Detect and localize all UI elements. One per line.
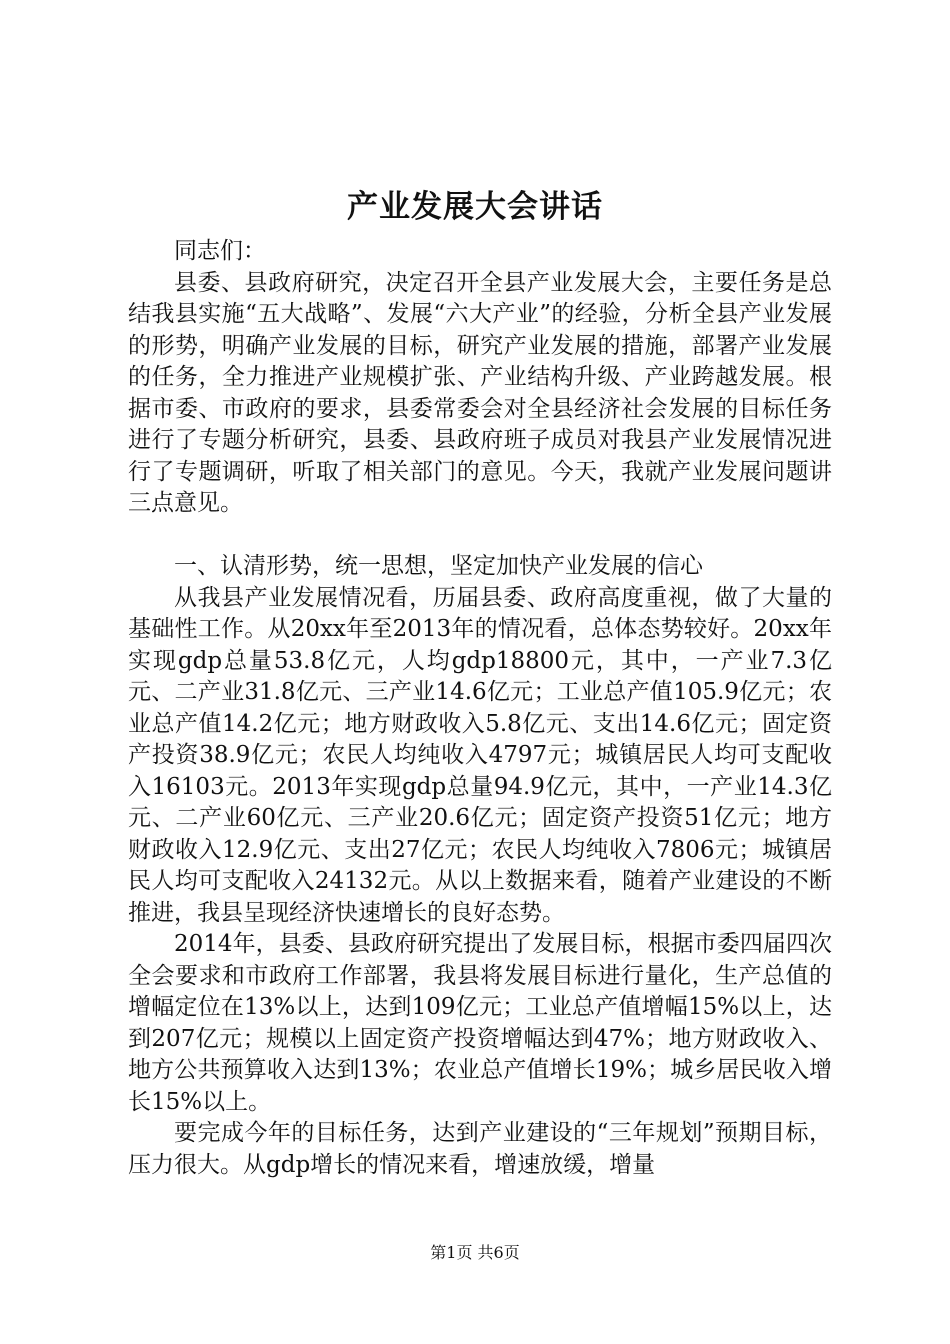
document-body [128,236,832,1181]
page-footer: 第1页 共6页 [430,1243,520,1262]
greeting: 同志们： [174,238,266,264]
section-heading-1: 一、认清形势，统一思想，坚定加快产业发展的信心 [174,553,703,579]
paragraph-targets: 2014年，县委、县政府研究提出了发展目标，根据市委四届四次全会要求和市政府工作部署，我县将发展目标进行量化，生产总值的增幅定位在13%以上，达到109亿元；工业总产值增幅15%以上，达到207亿元；规模以上固定资产投资增幅达到47%；地方财政收入、地方公共预算收入达到13%；农业总产值增长19%；城乡居民收入增长15%以上。 [128,931,832,1115]
paragraph-intro: 县委、县政府研究，决定召开全县产业发展大会，主要任务是总结我县实施“五大战略”、发展“六大产业”的经验，分析全县产业发展的形势，明确产业发展的目标，研究产业发展的措施，部署产业发展的任务，全力推进产业规模扩张、产业结构升级、产业跨越发展。根据市委、市政府的要求，县委常委会对全县经济社会发展的目标任务进行了专题分析研究，县委、县政府班子成员对我县产业发展情况进行了专题调研，听取了相关部门的意见。今天，我就产业发展问题讲三点意见。 [128,269,832,516]
paragraph-pressure: 要完成今年的目标任务，达到产业建设的“三年规划”预期目标，压力很大。从gdp增长的情况来看，增速放缓，增量 [128,1120,832,1178]
document-title: 产业发展大会讲话 [347,189,603,225]
paragraph-history: 从我县产业发展情况看，历届县委、政府高度重视，做了大量的基础性工作。从20xx年至2013年的情况看，总体态势较好。20xx年实现gdp总量53.8亿元，人均gdp18800元，其中，一产业7.3亿元、二产业31.8亿元、三产业14.6亿元；工业总产值105.9亿元；农业总产值14.2亿元；地方财政收入5.8亿元、支出14.6亿元；固定资产投资38.9亿元；农民人均纯收入4797元；城镇居民人均可支配收入16103元。2013年实现gdp总量94.9亿元，其中，一产业14.3亿元、二产业60亿元、三产业20.6亿元；固定资产投资51亿元；地方财政收入12.9亿元、支出27亿元；农民人均纯收入7806元；城镇居民人均可支配收入24132元。从以上数据来看，随着产业建设的不断推进，我县呈现经济快速增长的良好态势。 [128,584,832,926]
